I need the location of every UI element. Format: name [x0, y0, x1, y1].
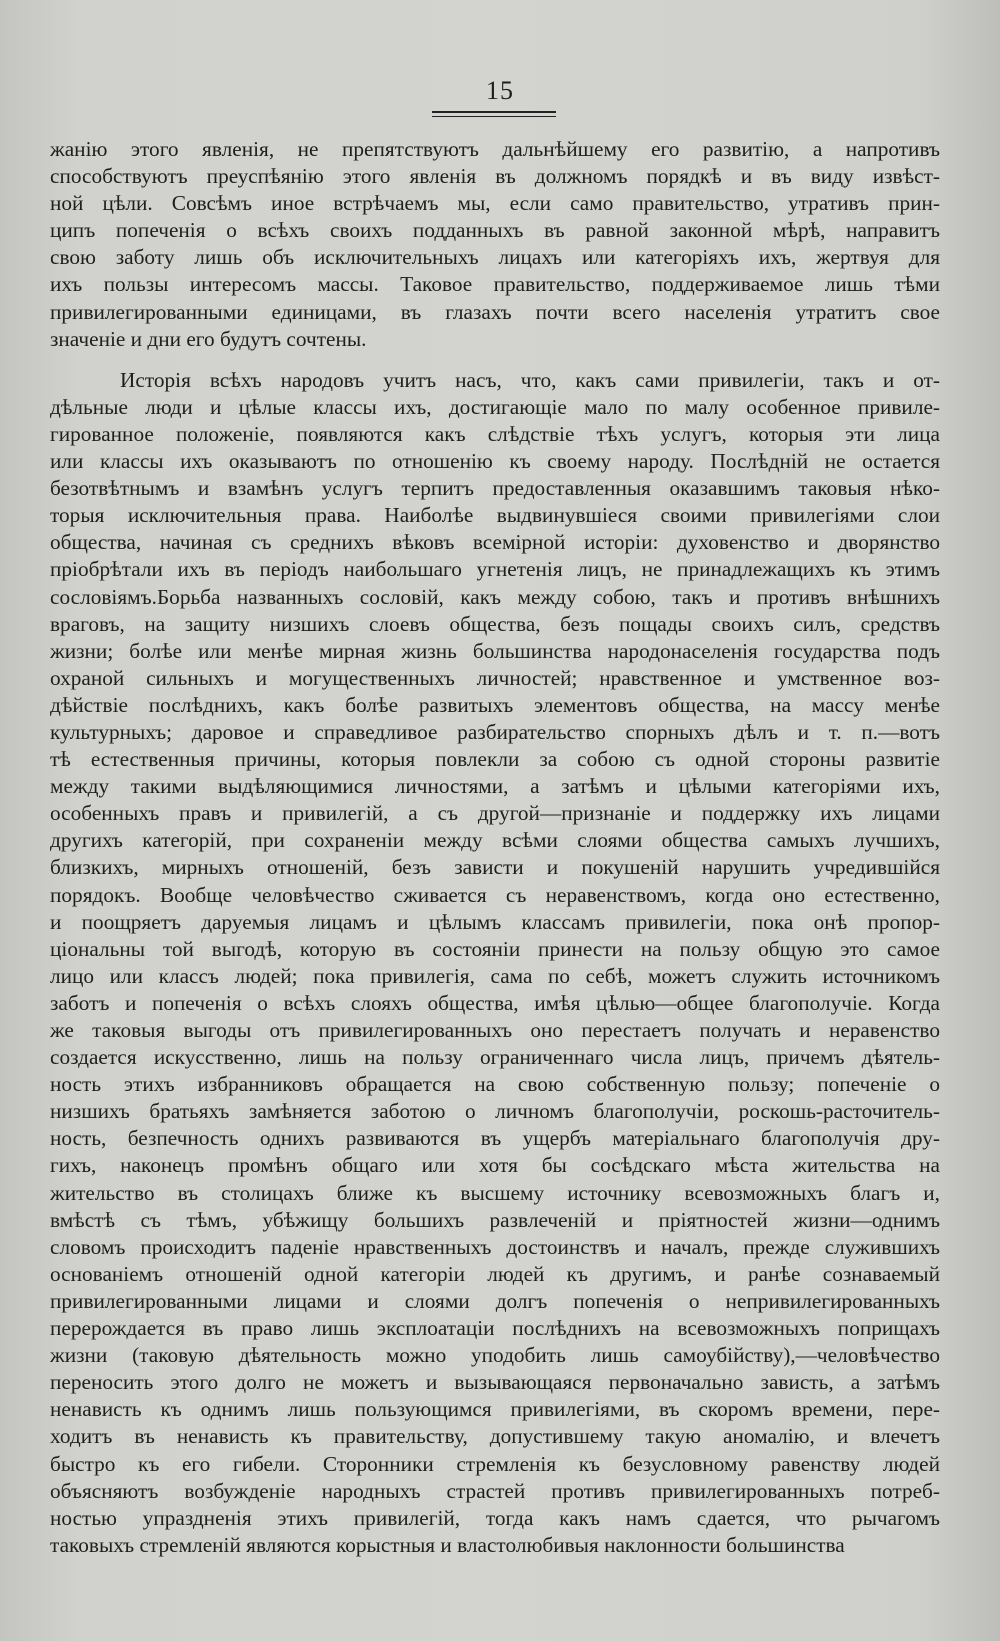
- text-line: способствуютъ преуспѣянію этого явленія въ должномъ порядкѣ и въ виду извѣст-: [50, 164, 940, 189]
- text-line: дѣльные люди и цѣлые классы ихъ, достигающіе мало по малу особенное привиле-: [50, 394, 940, 419]
- text-line: жанію этого явленія, не препятствуютъ дальнѣйшему его развитію, а напротивъ: [50, 137, 940, 161]
- text-line: враговъ, на защиту низшихъ слоевъ общества, безъ пощады своихъ силъ, средствъ: [50, 611, 940, 636]
- text-line: привилегированными единицами, въ глазахъ почти всего населенія утратитъ свое: [50, 299, 940, 324]
- text-line: порядокъ. Вообще человѣчество сживается съ неравенствомъ, когда оно естественно,: [50, 882, 940, 907]
- text-line: культурныхъ; даровое и справедливое разбирательство спорныхъ дѣлъ и т. п.—вотъ: [50, 719, 940, 744]
- text-line: жизни; болѣе или менѣе мирная жизнь большинства народонаселенія государства подъ: [50, 638, 940, 663]
- text-line: словомъ происходитъ паденіе нравственныхъ достоинствъ и началъ, прежде служившихъ: [50, 1234, 940, 1259]
- text-line: ностью упраздненія этихъ привилегій, тогда какъ намъ сдается, что рычагомъ: [50, 1505, 940, 1530]
- paragraph-2: [50, 367, 940, 1559]
- text-line: лицо или классъ людей; пока привилегія, сама по себѣ, можетъ служить источникомъ: [50, 963, 940, 988]
- text-line: между такими выдѣляющимися личностями, а затѣмъ и цѣлыми категоріями ихъ,: [50, 774, 940, 799]
- text-line: и поощряетъ даруемыя лицамъ и цѣлымъ классамъ привилегіи, пока онѣ пропор-: [50, 909, 940, 934]
- text-line: ной цѣли. Совсѣмъ иное встрѣчаемъ мы, если само правительство, утративъ прин-: [50, 191, 940, 216]
- text-line: переносить этого долго не можетъ и вызывающаяся первоначально зависть, а затѣмъ: [50, 1370, 940, 1395]
- text-line: основаніемъ отношеній одной категоріи людей къ другимъ, и ранѣе сознаваемый: [50, 1261, 940, 1286]
- text-line: гированное положеніе, появляются какъ слѣдствіе тѣхъ услугъ, которыя эти лица: [50, 421, 940, 446]
- text-line: или классы ихъ оказываютъ по отношенію къ своему народу. Послѣдній не остается: [50, 449, 940, 474]
- text-line: охраной сильныхъ и могущественныхъ личностей; нравственное и умственное воз-: [50, 665, 940, 690]
- text-line: другихъ категорій, при сохраненіи между всѣми слоями общества самыхъ лучшихъ,: [50, 828, 940, 853]
- text-line: особенныхъ правъ и привилегій, а съ другой—признаніе и поддержку ихъ лицами: [50, 801, 940, 826]
- text-line: жизни (таковую дѣятельность можно уподобить лишь самоубійству),—человѣчество: [50, 1343, 940, 1368]
- body-text: [50, 136, 940, 1559]
- text-line: сословіямъ.Борьба названныхъ сословій, какъ между собою, такъ и противъ внѣшнихъ: [50, 584, 940, 609]
- text-line: быстро къ его гибели. Сторонники стремленія къ безусловному равенству людей: [50, 1451, 940, 1476]
- text-line: ненависть къ однимъ лишь пользующимся привилегіями, въ скоромъ времени, пере-: [50, 1397, 940, 1422]
- text-line: ихъ пользы интересомъ массы. Таковое правительство, поддерживаемое лишь тѣми: [50, 272, 940, 297]
- text-line: низшихъ братьяхъ замѣняется заботою о личномъ благополучіи, роскошь-расточитель-: [50, 1099, 940, 1124]
- paragraph-1: [50, 136, 940, 353]
- text-line: Исторія всѣхъ народовъ учитъ насъ, что, какъ сами привилегіи, такъ и от-: [120, 367, 940, 392]
- text-line: тѣ естественныя причины, которыя повлекли за собою съ одной стороны развитіе: [50, 747, 940, 772]
- text-line: создается искусственно, лишь на пользу ограниченнаго числа лицъ, причемъ дѣятель-: [50, 1045, 940, 1070]
- text-line: объясняютъ возбужденіе народныхъ страстей противъ привилегированныхъ потреб-: [50, 1478, 940, 1503]
- text-line: значеніе и дни его будутъ сочтены.: [50, 326, 367, 351]
- text-line: ность, безпечность однихъ развиваются въ ущербъ матеріальнаго благополучія дру-: [50, 1126, 940, 1151]
- text-line: ность этихъ избранниковъ обращается на свою собственную пользу; попеченіе о: [50, 1072, 940, 1097]
- text-line: жительство въ столицахъ ближе къ высшему источнику всевозможныхъ благъ и,: [50, 1180, 940, 1205]
- text-line: заботъ и попеченія о всѣхъ слояхъ общества, имѣя цѣлью—общее благополучіе. Когда: [50, 990, 940, 1015]
- text-line: гихъ, наконецъ промѣнъ общаго или хотя бы сосѣдскаго мѣста жительства на: [50, 1153, 940, 1178]
- text-line: ціональны той выгодѣ, которую въ состояніи принести на пользу общую это самое: [50, 936, 940, 961]
- text-line: дѣйствіе послѣднихъ, какъ болѣе развитыхъ элементовъ общества, на массу менѣе: [50, 692, 940, 717]
- text-line: безотвѣтнымъ и взамѣнъ услугъ терпитъ предоставленныя оказавшимъ таковыя нѣко-: [50, 476, 940, 501]
- text-line: ходитъ въ ненависть къ правительству, допустившему такую аномалію, и влечетъ: [50, 1424, 940, 1449]
- text-line: общества, начиная съ среднихъ вѣковъ всемірной исторіи: духовенство и дворянство: [50, 530, 940, 555]
- text-line: близкихъ, мирныхъ отношеній, безъ зависти и покушеній нарушить учредившійся: [50, 855, 940, 880]
- text-line: же таковыя выгоды отъ привилегированныхъ оно перестаетъ получать и неравенство: [50, 1018, 940, 1042]
- page-number: 15: [486, 76, 514, 105]
- text-line: таковыхъ стремленій являются корыстныя и властолюбивыя наклонности большинства: [50, 1532, 845, 1557]
- page-number-underline: [432, 111, 556, 117]
- text-line: торыя исключительныя права. Наиболѣе выдвинувшіеся своими привилегіями слои: [50, 503, 940, 528]
- text-line: перерождается въ право лишь эксплоатаціи послѣднихъ на всевозможныхъ поприщахъ: [50, 1316, 940, 1341]
- text-line: свою заботу лишь объ исключительныхъ лицахъ или категоріяхъ ихъ, жертвуя для: [50, 245, 940, 270]
- text-line: вмѣстѣ съ тѣмъ, убѣжищу большихъ развлеченій и пріятностей жизни—однимъ: [50, 1207, 940, 1232]
- text-line: привилегированными лицами и слоями долгъ попеченія о непривилегированныхъ: [50, 1288, 940, 1313]
- text-line: пріобрѣтали ихъ въ періодъ наибольшаго угнетенія лицъ, не принадлежащихъ къ этимъ: [50, 557, 940, 582]
- text-line: ципъ попеченія о всѣхъ своихъ подданныхъ въ равной законной мѣрѣ, направитъ: [50, 218, 940, 243]
